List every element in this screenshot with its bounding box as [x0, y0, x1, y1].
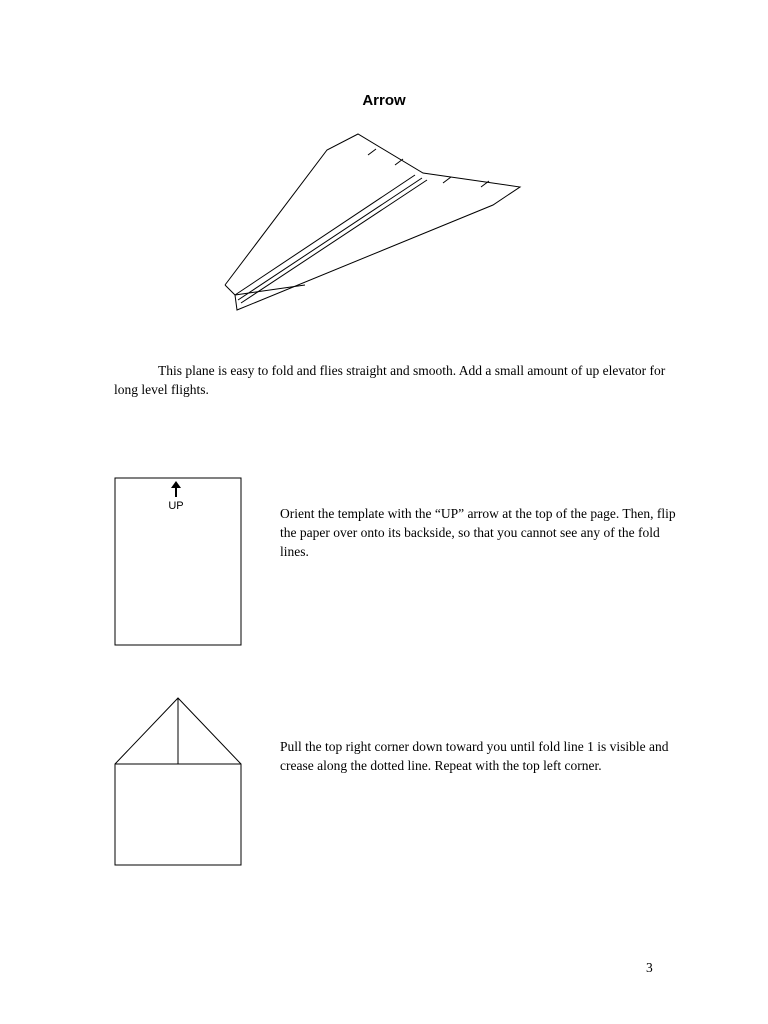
folded-corners-figure	[114, 696, 242, 866]
up-arrow-icon	[171, 481, 181, 497]
template-sheet-figure	[114, 477, 242, 647]
intro-paragraph: This plane is easy to fold and flies straight and smooth. Add a small amount of up elevator for long level flights.	[114, 363, 666, 397]
page-title: Arrow	[362, 92, 406, 109]
up-label: UP	[168, 500, 184, 512]
page-number: 3	[646, 960, 653, 975]
step-1-text: Orient the template with the “UP” arrow at the top of the page. Then, flip the paper over onto its backside, so that you cannot see any of the fold lines.	[280, 506, 676, 559]
step-2-text: Pull the top right corner down toward you until fold line 1 is visible and crease along the dotted line. Repeat with the top left corner.	[280, 739, 669, 773]
paper-airplane-illustration	[215, 125, 535, 325]
